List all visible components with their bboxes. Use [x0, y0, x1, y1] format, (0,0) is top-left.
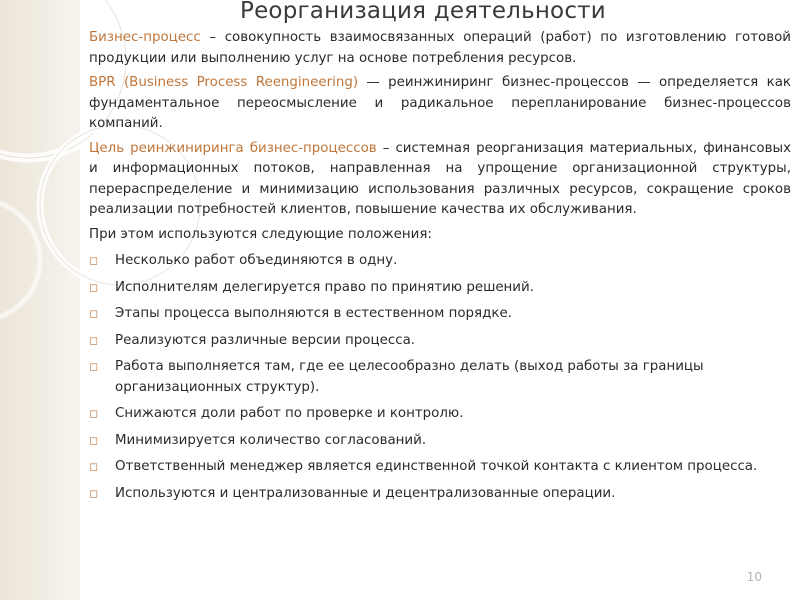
bullet-square-icon: ◻ [89, 307, 99, 320]
list-item: ◻ Работа выполняется там, где ее целесообразно делать (выход работы за границы организационных структур). [89, 359, 704, 395]
term-bpr: BPR (Business Process Reengineering) [89, 75, 359, 90]
bullet-square-icon: ◻ [89, 433, 99, 447]
definition-text: – совокупность взаимосвязанных операций (работ) по изготовлению готовой продукции или выполнению услуг на основе потребления ресурсов. [89, 30, 791, 66]
page-number: 10 [746, 570, 762, 584]
list-item: ◻ Ответственный менеджер является единственной точкой контакта с клиентом процесса. [89, 457, 791, 478]
bullet-square-icon: ◻ [89, 407, 99, 420]
bullet-square-icon: ◻ [89, 333, 99, 347]
list-item: ◻ Исполнителям делегируется право по принятию решений. [89, 278, 791, 299]
list-item: ◻ Этапы процесса выполняются в естественном порядке. [89, 304, 791, 325]
slide-title: Реорганизация деятельности [240, 0, 606, 24]
principles-list [89, 251, 791, 504]
list-item: ◻ Минимизируется количество согласований. [89, 431, 791, 452]
term-goal: Цель реинжиниринга бизнес-процессов [89, 140, 377, 156]
list-item: ◻ Несколько работ объединяются в одну. [89, 251, 791, 272]
definition-bpr [89, 73, 791, 135]
definition-goal [89, 139, 791, 221]
list-item: ◻ Используются и централизованные и децентрализованные операции. [89, 484, 791, 505]
bullet-square-icon: ◻ [89, 254, 99, 267]
definition-text: – системная реорганизация материальных, финансовых и информационных потоков, направленная на упрощение организационной структуры, перераспределение и минимизацию использования различных ресурсов, сокращение сроков реализации потребностей клиентов, повышение качества их обслуживания. [89, 140, 792, 217]
bullet-square-icon: ◻ [89, 360, 99, 373]
term-business-process: Бизнес-процесс [89, 30, 201, 45]
list-item: ◻ Снижаются доли работ по проверке и контролю. [89, 404, 791, 425]
list-item: ◻ Реализуются различные версии процесса. [89, 331, 791, 352]
bullet-square-icon: ◻ [89, 460, 99, 473]
bullet-square-icon: ◻ [89, 280, 99, 294]
bullets-intro: При этом используются следующие положения: [89, 226, 432, 242]
bullet-square-icon: ◻ [89, 486, 99, 500]
definition-text: — реинжиниринг бизнес-процессов — определяется как фундаментальное переосмысление и радикальное перепланирование бизнес-процессов компаний. [89, 75, 791, 131]
definition-business-process [89, 28, 791, 69]
slide-content [89, 28, 791, 504]
